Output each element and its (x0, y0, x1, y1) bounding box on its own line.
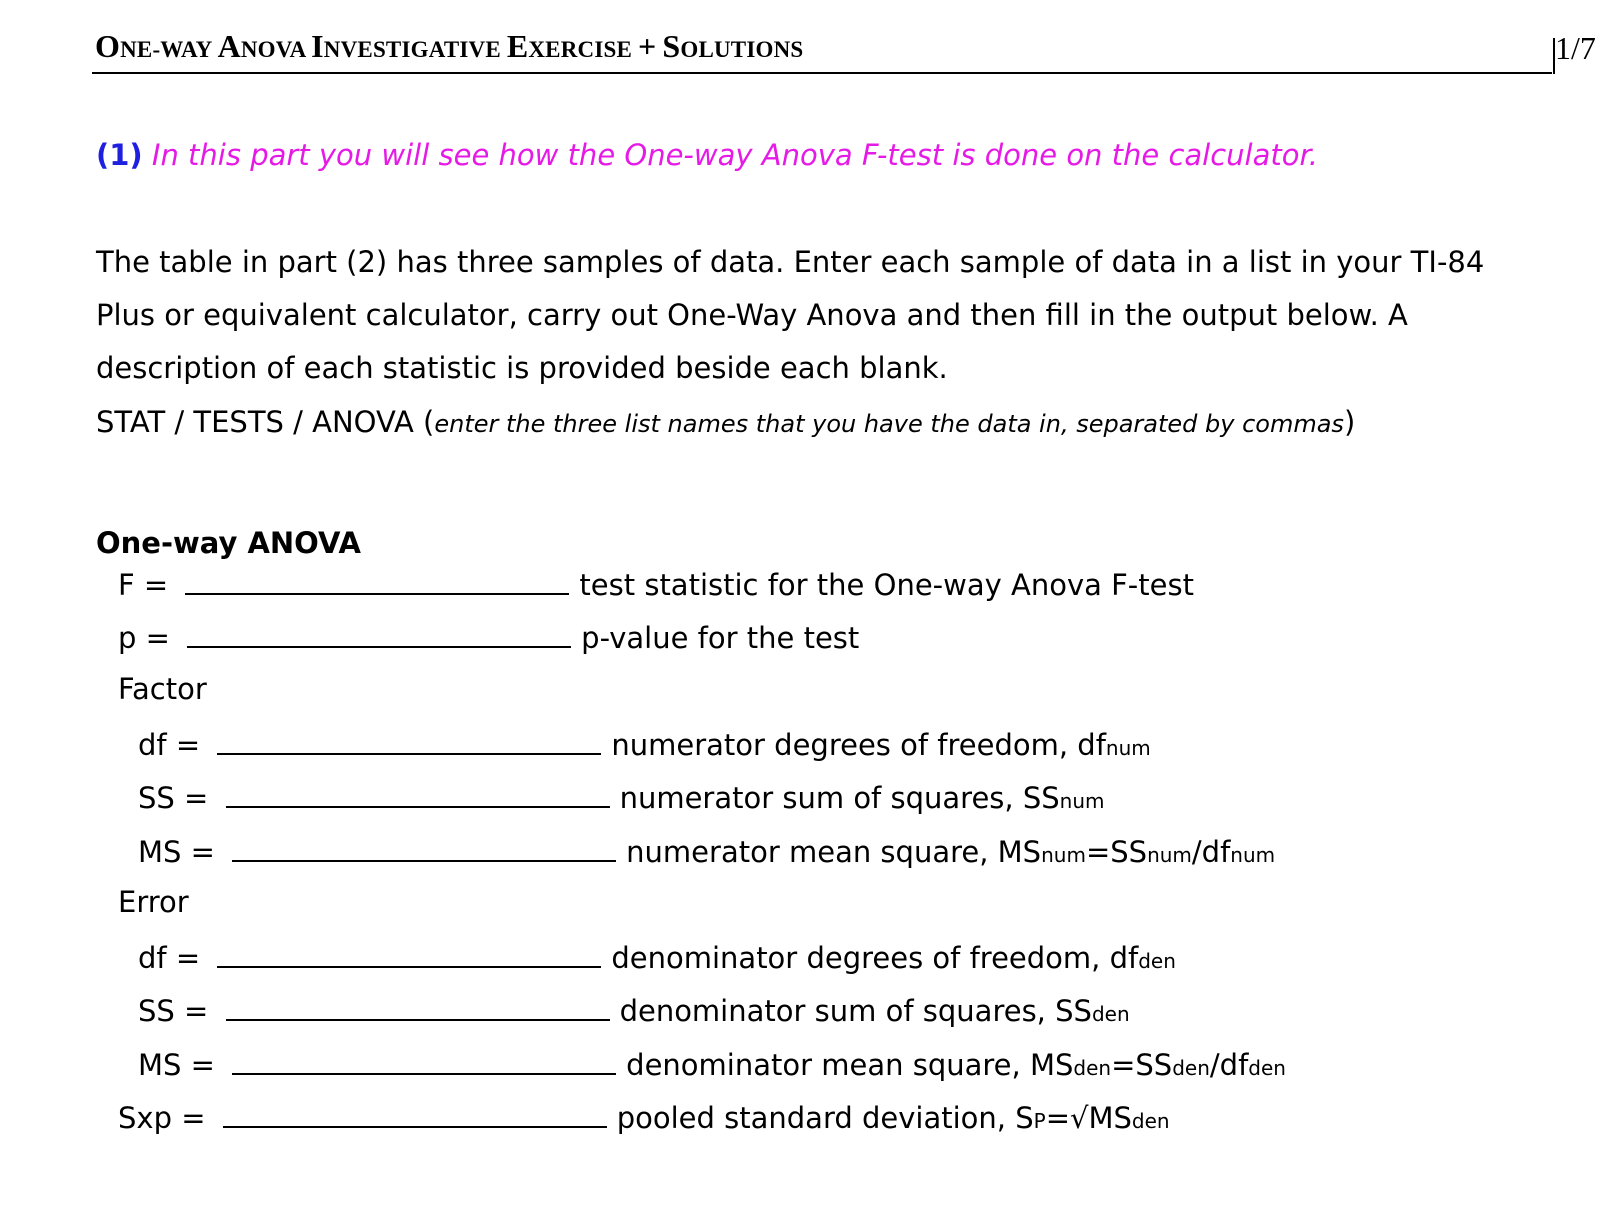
sxp-blank[interactable] (223, 1098, 607, 1128)
error-ss-blank[interactable] (226, 991, 610, 1021)
error-ss-row (138, 991, 1130, 1028)
error-ss-description: denominator sum of squares, SSden (619, 994, 1130, 1028)
factor-ms-row (138, 832, 1275, 869)
error-ms-blank[interactable] (232, 1045, 616, 1075)
error-df-blank[interactable] (217, 938, 601, 968)
title-word: SOLUTIONS (662, 28, 804, 64)
part-heading (96, 138, 1318, 172)
header-rule (92, 72, 1552, 74)
factor-ss-row (138, 778, 1105, 815)
instruction-italic: enter the three list names that you have the data in, separated by commas (434, 410, 1344, 438)
title-word: + (637, 28, 657, 64)
document-title (95, 28, 803, 65)
error-df-row (138, 938, 1176, 975)
p-row (118, 618, 859, 655)
factor-df-blank[interactable] (217, 725, 601, 755)
sxp-description: pooled standard deviation, SP=√MSden (616, 1101, 1170, 1135)
factor-ss-label: SS = (138, 781, 209, 815)
sxp-row (118, 1098, 1170, 1135)
anova-heading: One-way ANOVA (96, 526, 361, 560)
part-description: In this part you will see how the One-way Anova F-test is done on the calculator. (151, 138, 1318, 172)
error-df-description: denominator degrees of freedom, dfden (611, 941, 1176, 975)
page-number: 1/7 (1555, 30, 1596, 66)
error-ss-label: SS = (138, 994, 209, 1028)
title-word: ONE-WAY (95, 28, 218, 64)
intro-line-2: Plus or equivalent calculator, carry out One-Way Anova and then fill in the output below. A (96, 298, 1408, 332)
factor-df-label: df = (138, 728, 201, 762)
f-row (118, 565, 1194, 602)
part-number: (1) (96, 138, 143, 172)
intro-line-1: The table in part (2) has three samples of data. Enter each sample of data in a list in your TI-84 (96, 245, 1485, 279)
factor-ss-description: numerator sum of squares, SSnum (619, 781, 1105, 815)
f-description: test statistic for the One-way Anova F-test (579, 568, 1194, 602)
error-ms-row (138, 1045, 1286, 1082)
intro-line-3: description of each statistic is provided beside each blank. (96, 351, 948, 385)
p-description: p-value for the test (581, 621, 860, 655)
factor-ms-label: MS = (138, 835, 215, 869)
sxp-label: Sxp = (118, 1101, 206, 1135)
factor-heading: Factor (118, 672, 207, 706)
factor-df-description: numerator degrees of freedom, dfnum (611, 728, 1151, 762)
instruction-line (96, 405, 1355, 439)
title-word: EXERCISE (506, 28, 638, 64)
title-word: INVESTIGATIVE (311, 28, 507, 64)
factor-ms-blank[interactable] (232, 832, 616, 862)
factor-df-row (138, 725, 1151, 762)
instruction-close: ) (1343, 405, 1356, 439)
p-blank[interactable] (187, 618, 571, 648)
error-df-label: df = (138, 941, 201, 975)
error-heading: Error (118, 885, 189, 919)
instruction-path: STAT / TESTS / ANOVA ( (96, 405, 435, 439)
f-blank[interactable] (185, 565, 569, 595)
title-word: ANOVA (217, 28, 312, 64)
p-label: p = (118, 621, 170, 655)
error-ms-label: MS = (138, 1048, 215, 1082)
factor-ms-description: numerator mean square, MSnum=SSnum/dfnum (626, 835, 1276, 869)
error-ms-description: denominator mean square, MSden=SSden/dfden (626, 1048, 1286, 1082)
factor-ss-blank[interactable] (226, 778, 610, 808)
f-label: F = (118, 568, 169, 602)
